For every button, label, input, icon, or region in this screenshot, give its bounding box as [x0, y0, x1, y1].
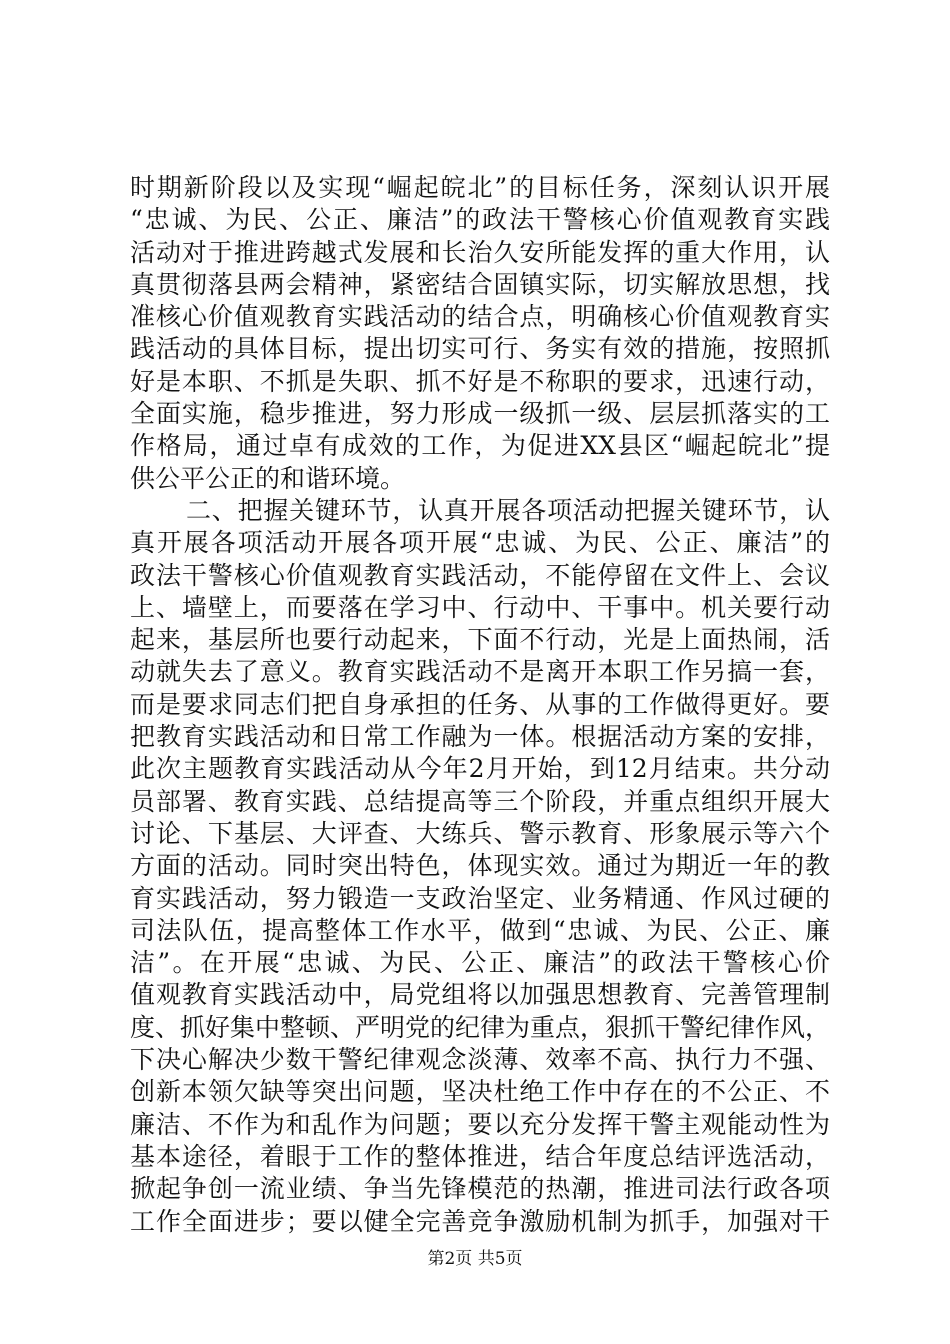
text-line: 起来，基层所也要行动起来，下面不行动，光是上面热闹，活	[130, 625, 830, 655]
text-line: 司法队伍，提高整体工作水平，做到“忠诚、为民、公正、廉	[130, 915, 830, 945]
text-line-indented: 二、把握关键环节，认真开展各项活动把握关键环节，认	[186, 495, 830, 525]
text-line: 值观教育实践活动中，局党组将以加强思想教育、完善管理制	[130, 980, 830, 1010]
text-line: 政法干警核心价值观教育实践活动，不能停留在文件上、会议	[130, 560, 830, 590]
text-line: 下决心解决少数干警纪律观念淡薄、效率不高、执行力不强、	[130, 1045, 830, 1075]
text-line: “忠诚、为民、公正、廉洁”的政法干警核心价值观教育实践	[130, 205, 830, 235]
text-line: 廉洁、不作为和乱作为问题；要以充分发挥干警主观能动性为	[130, 1109, 830, 1139]
text-line: 践活动的具体目标，提出切实可行、务实有效的措施，按照抓	[130, 334, 830, 364]
text-line: 度、抓好集中整顿、严明党的纪律为重点，狠抓干警纪律作风，	[130, 1012, 831, 1042]
text-line: 上、墙壁上，而要落在学习中、行动中、干事中。机关要行动	[130, 592, 830, 622]
text-line: 真开展各项活动开展各项开展“忠诚、为民、公正、廉洁”的	[130, 528, 830, 558]
page-number-footer: 第2页 共5页	[427, 1249, 523, 1269]
text-line: 全面实施，稳步推进，努力形成一级抓一级、层层抓落实的工	[130, 399, 830, 429]
text-line: 创新本领欠缺等突出问题，坚决杜绝工作中存在的不公正、不	[130, 1077, 830, 1107]
text-line: 工作全面进步；要以健全完善竞争激励机制为抓手，加强对干	[130, 1206, 830, 1236]
text-line: 时期新阶段以及实现“崛起皖北”的目标任务，深刻认识开展	[130, 173, 830, 202]
text-line: 基本途径，着眼于工作的整体推进，结合年度总结评选活动，	[130, 1141, 830, 1171]
text-line: 方面的活动。同时突出特色，体现实效。通过为期近一年的教	[130, 851, 830, 881]
text-line: 掀起争创一流业绩、争当先锋模范的热潮，推进司法行政各项	[130, 1174, 830, 1204]
text-line: 供公平公正的和谐环境。	[130, 463, 406, 493]
text-line: 作格局，通过卓有成效的工作，为促进XX县区“崛起皖北”提	[130, 431, 830, 461]
text-line: 活动对于推进跨越式发展和长治久安所能发挥的重大作用，认	[130, 237, 830, 267]
text-line: 真贯彻落县两会精神，紧密结合固镇实际，切实解放思想，找	[130, 269, 830, 299]
text-line: 把教育实践活动和日常工作融为一体。根据活动方案的安排，	[130, 722, 830, 752]
text-line: 准核心价值观教育实践活动的结合点，明确核心价值观教育实	[130, 302, 830, 332]
text-line: 育实践活动，努力锻造一支政治坚定、业务精通、作风过硬的	[130, 883, 830, 913]
text-line: 洁”。在开展“忠诚、为民、公正、廉洁”的政法干警核心价	[130, 948, 830, 978]
body-text	[130, 172, 830, 1238]
text-line: 讨论、下基层、大评查、大练兵、警示教育、形象展示等六个	[130, 818, 830, 848]
text-line: 而是要求同志们把自身承担的任务、从事的工作做得更好。要	[130, 689, 830, 719]
text-line: 此次主题教育实践活动从今年2月开始，到12月结束。共分动	[130, 754, 830, 784]
text-line: 好是本职、不抓是失职、抓不好是不称职的要求，迅速行动，	[130, 366, 830, 396]
text-line: 员部署、教育实践、总结提高等三个阶段，并重点组织开展大	[130, 786, 830, 816]
text-line: 动就失去了意义。教育实践活动不是离开本职工作另搞一套，	[130, 657, 830, 687]
